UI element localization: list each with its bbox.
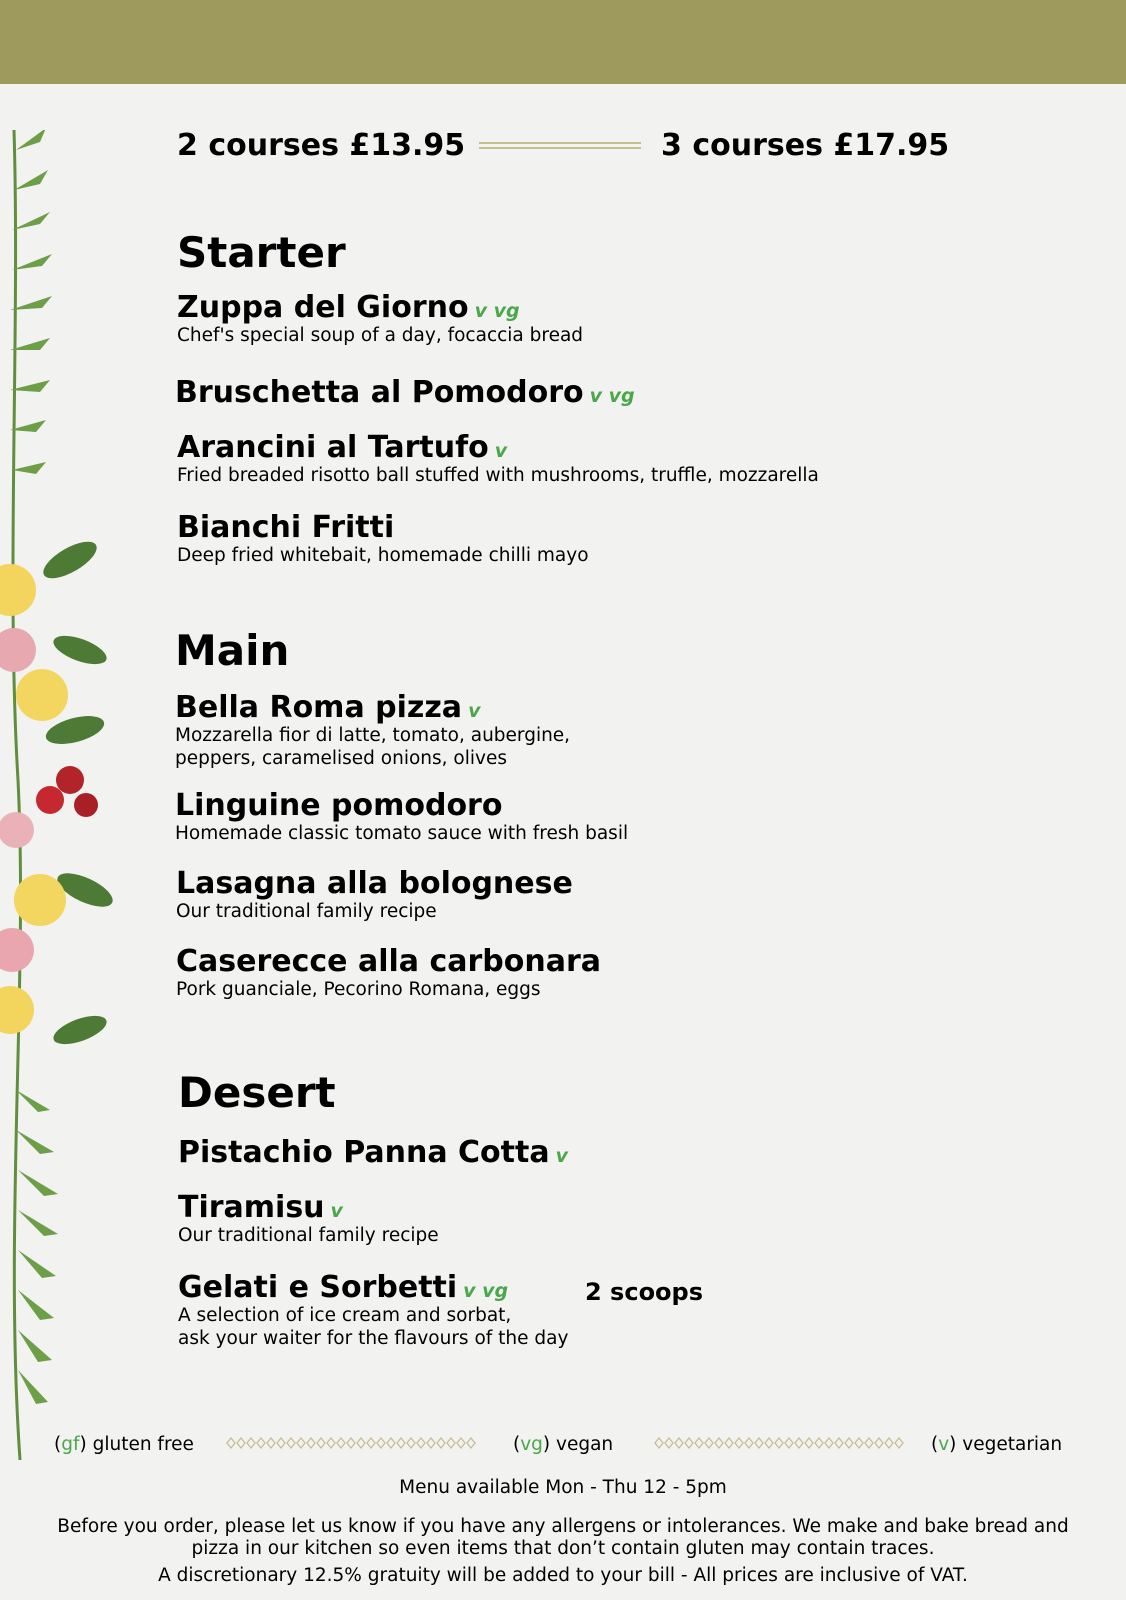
allergen-note-line1: Before you order, please let us know if you have any allergens or intolerances. We make and bake bread and xyxy=(57,1516,1069,1537)
dish-description: Our traditional family recipe xyxy=(176,901,437,922)
dish-lasagna xyxy=(176,868,573,923)
price-row xyxy=(177,128,950,168)
dish-description-line2: ask your waiter for the flavours of the day xyxy=(178,1328,569,1349)
availability-note: Menu available Mon - Thu 12 - 5pm xyxy=(399,1477,727,1498)
three-courses-price: 3 courses £17.95 xyxy=(661,128,950,163)
dish-panna-cotta xyxy=(178,1137,568,1169)
dish-zuppa-del-giorno xyxy=(177,292,583,347)
allergen-note-line2: pizza in our kitchen so even items that don’t contain gluten may contain traces. xyxy=(191,1538,935,1559)
dish-bruschetta xyxy=(175,377,635,409)
diet-tag: v vg xyxy=(474,300,520,322)
header-bar xyxy=(0,0,1126,84)
dish-name: Tiramisu xyxy=(178,1190,325,1225)
dish-name: Lasagna alla bolognese xyxy=(176,866,573,901)
dish-caserecce xyxy=(176,946,601,1001)
diet-tag: v xyxy=(555,1145,568,1167)
dish-name: Caserecce alla carbonara xyxy=(176,944,602,979)
dish-arancini xyxy=(177,432,819,487)
legend-vegan: (vg) vegan xyxy=(513,1434,614,1455)
dish-description: Chef's special soup of a day, focaccia bread xyxy=(177,325,584,346)
legend-vegetarian: (v) vegetarian xyxy=(931,1434,1063,1455)
gratuity-note: A discretionary 12.5% gratuity will be added to your bill - All prices are inclusive of VAT. xyxy=(158,1565,968,1586)
dish-name: Pistachio Panna Cotta xyxy=(178,1135,550,1170)
section-title-main: Main xyxy=(175,626,290,675)
diet-tag: v vg xyxy=(589,385,635,407)
diet-tag: v xyxy=(468,700,481,722)
dish-description: Mozzarella fior di latte, tomato, aubergine, xyxy=(175,725,571,746)
dish-description: Homemade classic tomato sauce with fresh basil xyxy=(175,823,629,844)
dish-name: Zuppa del Giorno xyxy=(177,290,469,325)
dish-name: Gelati e Sorbetti xyxy=(178,1270,458,1305)
legend-divider xyxy=(654,1437,904,1449)
dish-description: A selection of ice cream and sorbat, xyxy=(178,1305,512,1326)
dish-description: Fried breaded risotto ball stuffed with mushrooms, truffle, mozzarella xyxy=(177,465,819,486)
diet-tag: v xyxy=(330,1200,343,1222)
price-divider xyxy=(479,142,641,149)
section-title-desert: Desert xyxy=(178,1068,336,1117)
botanical-illustration xyxy=(0,130,120,1460)
dish-description: Deep fried whitebait, homemade chilli mayo xyxy=(177,545,589,566)
legend-gluten-free: (gf) gluten free xyxy=(54,1434,194,1455)
dish-description: Our traditional family recipe xyxy=(178,1225,439,1246)
dish-name: Arancini al Tartufo xyxy=(177,430,489,465)
dish-tiramisu xyxy=(178,1192,439,1247)
two-courses-price: 2 courses £13.95 xyxy=(177,128,466,163)
dish-name: Bianchi Fritti xyxy=(177,510,395,545)
diet-tag: v xyxy=(494,440,508,462)
dish-gelati xyxy=(178,1272,568,1350)
dish-description: Pork guanciale, Pecorino Romana, eggs xyxy=(176,979,541,1000)
dish-linguine-pomodoro xyxy=(175,790,628,845)
dish-bianchi-fritti xyxy=(177,512,589,567)
scoops-note: 2 scoops xyxy=(585,1278,704,1306)
dish-name: Linguine pomodoro xyxy=(175,788,503,823)
dish-description-line2: peppers, caramelised onions, olives xyxy=(175,748,507,769)
diet-tag: v vg xyxy=(463,1280,509,1302)
section-title-starter: Starter xyxy=(177,228,346,277)
dish-name: Bruschetta al Pomodoro xyxy=(175,375,584,410)
dish-name: Bella Roma pizza xyxy=(175,690,463,725)
legend-divider xyxy=(226,1437,476,1449)
dish-bella-roma-pizza xyxy=(175,692,570,770)
